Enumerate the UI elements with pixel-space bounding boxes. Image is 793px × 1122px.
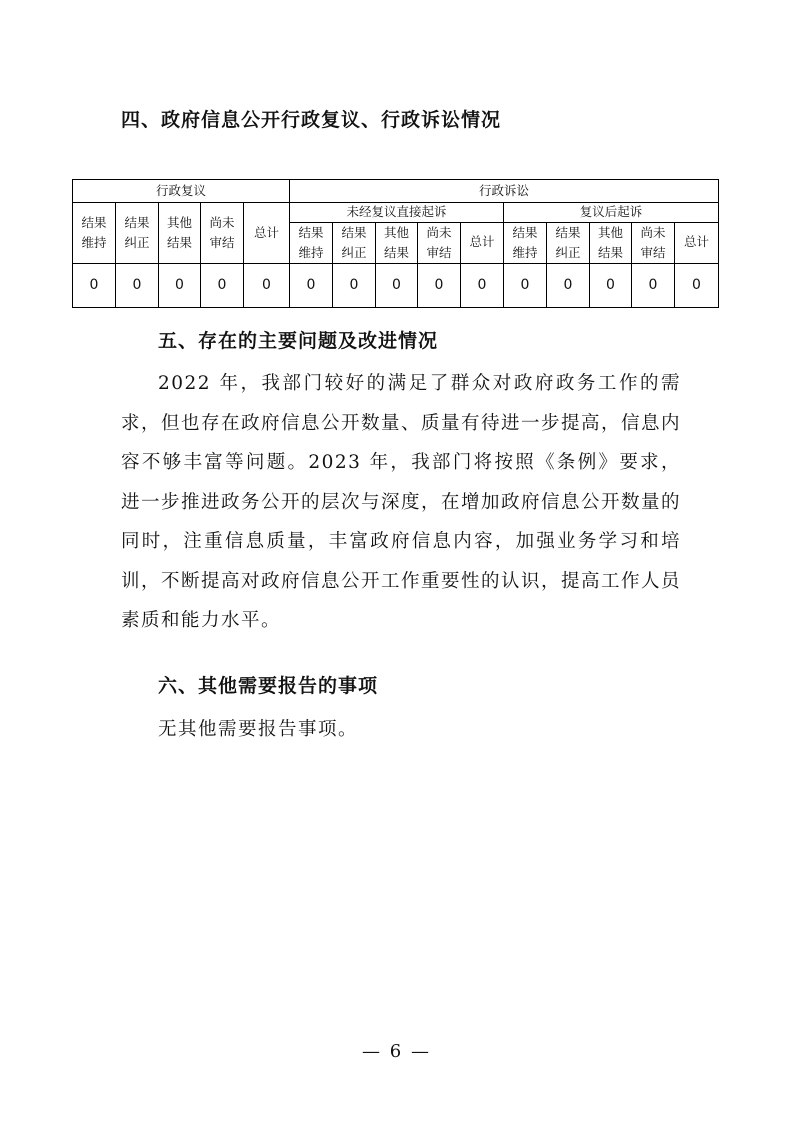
section-5-body: 2022 年，我部门较好的满足了群众对政府政务工作的需求，但也存在政府信息公开数量、质量有待进一步提高，信息内容不够丰富等问题。2023 年，我部门将按照《条例》要求，进一步推进政务公开的层次与深度，在增加政府信息公开数量的同时，注重信息质量，丰富政府信息内容，加强业务学习和培训，不断提高对政府信息公开工作重要性的认识，提高工作人员素质和能力水平。 bbox=[121, 373, 682, 631]
value-cell: 0 bbox=[159, 263, 201, 307]
col-review-pending: 尚未审结 bbox=[201, 203, 244, 264]
value-cell: 0 bbox=[418, 263, 461, 307]
col-after-maintain: 结果维持 bbox=[504, 222, 547, 263]
section-4-title: 四、政府信息公开行政复议、行政诉讼情况 bbox=[121, 109, 502, 131]
review-litigation-table bbox=[72, 179, 719, 308]
col-review-other: 其他结果 bbox=[159, 203, 201, 264]
section-6-title: 六、其他需要报告的事项 bbox=[158, 675, 379, 697]
value-cell: 0 bbox=[244, 263, 290, 307]
col-after-other: 其他结果 bbox=[590, 222, 632, 263]
col-review-correct: 结果纠正 bbox=[116, 203, 159, 264]
value-cell: 0 bbox=[461, 263, 504, 307]
value-cell: 0 bbox=[675, 263, 719, 307]
col-review-total: 总计 bbox=[244, 203, 290, 264]
value-cell: 0 bbox=[632, 263, 675, 307]
section-5-title: 五、存在的主要问题及改进情况 bbox=[158, 330, 439, 352]
header-litigation-after-review: 复议后起诉 bbox=[504, 203, 719, 223]
value-cell: 0 bbox=[290, 263, 333, 307]
value-cell: 0 bbox=[590, 263, 632, 307]
header-direct-litigation: 未经复议直接起诉 bbox=[290, 203, 504, 223]
value-cell: 0 bbox=[333, 263, 376, 307]
header-administrative-litigation: 行政诉讼 bbox=[290, 180, 719, 203]
col-direct-total: 总计 bbox=[461, 222, 504, 263]
col-after-pending: 尚未审结 bbox=[632, 222, 675, 263]
value-cell: 0 bbox=[201, 263, 244, 307]
col-direct-maintain: 结果维持 bbox=[290, 222, 333, 263]
col-review-maintain: 结果维持 bbox=[73, 203, 116, 264]
value-cell: 0 bbox=[504, 263, 547, 307]
value-cell: 0 bbox=[73, 263, 116, 307]
col-after-total: 总计 bbox=[675, 222, 719, 263]
col-direct-correct: 结果纠正 bbox=[333, 222, 376, 263]
page-number: — 6 — bbox=[362, 1041, 431, 1062]
col-direct-pending: 尚未审结 bbox=[418, 222, 461, 263]
col-after-correct: 结果纠正 bbox=[547, 222, 590, 263]
header-administrative-review: 行政复议 bbox=[73, 180, 290, 203]
value-cell: 0 bbox=[547, 263, 590, 307]
col-direct-other: 其他结果 bbox=[376, 222, 418, 263]
value-cell: 0 bbox=[116, 263, 159, 307]
value-cell: 0 bbox=[376, 263, 418, 307]
section-6-body: 无其他需要报告事项。 bbox=[158, 719, 359, 740]
